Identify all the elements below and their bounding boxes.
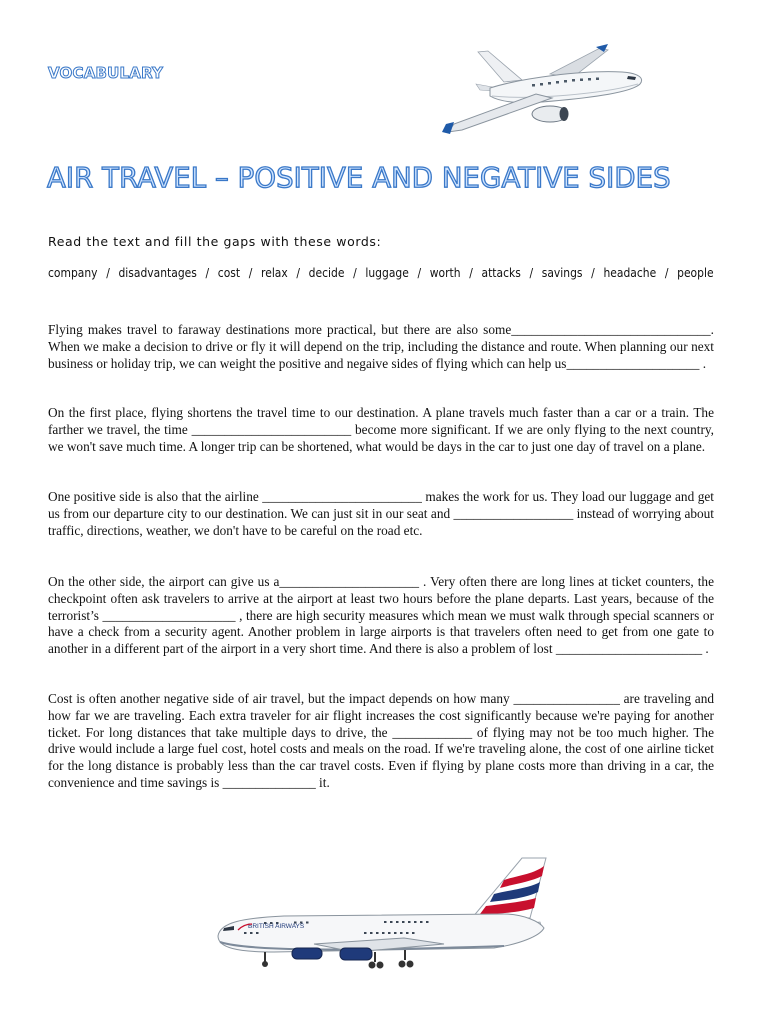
vocabulary-label: VOCABULARY (48, 64, 164, 82)
paragraph-5: Cost is often another negative side of air travel, but the impact depends on how many ________________ are traveling and how far we are traveling. Each extra traveler for air flight increases the cost significantly because we're paying for another ticket. For long distances that take multiple days to drive, the ____________ of flying may not be too much higher. The drive would include a large fuel cost, hotel costs and meals on the road. If we're traveling alone, the cost of one airline ticket for the long distance is probably less than the car travel costs. Even if flying by plane costs more than driving in a car, the convenience and time savings is ______________ it. (48, 691, 714, 790)
livery-text: BRITISH AIRWAYS (248, 923, 305, 930)
word-bank-item: relax (261, 265, 288, 280)
paragraph-2: On the first place, flying shortens the travel time to our destination. A plane travels much faster than a car or a train. The farther we travel, the time ________________________ become more significant. If we are only flying to the next country, we won't save much time. A longer trip can be shortened, what would be days in the car to just one day of travel on a plane. (48, 405, 714, 454)
british-airways-plane-image (204, 852, 554, 976)
paragraph-1: Flying makes travel to faraway destinations more practical, but there are also some______________________________. When we make a decision to drive or fly it will depend on the trip, including the distance and route. When planning our next business or holiday trip, we can weight the positive and negaive sides of flying which can help us____________________ . (48, 322, 714, 371)
word-bank-item: luggage (365, 265, 409, 280)
word-bank-item: company (48, 265, 98, 280)
word-bank: company / disadvantages / cost / relax / decide / luggage / worth / attacks / savings / headache / people (48, 265, 714, 280)
instruction-text: Read the text and fill the gaps with these words: (48, 234, 382, 249)
worksheet-title: AIR TRAVEL – POSITIVE AND NEGATIVE SIDES (47, 162, 671, 194)
word-bank-item: attacks (481, 265, 521, 280)
word-bank-item: people (677, 265, 714, 280)
word-bank-item: decide (308, 265, 345, 280)
word-bank-item: worth (429, 265, 461, 280)
paragraph-4: On the other side, the airport can give us a_____________________ . Very often there are long lines at ticket counters, the checkpoint often ask travelers to arrive at the airport at least two hours before the plane departs. Last years, because of the terrorist’s ____________________ , there are high security measures which mean we must walk through special scanners or have a check from a security agent. Another problem in large airports is that travelers often need to get from one gate to another in a different part of the airport in a very short time. And there is also a problem of lost ______________________ . (48, 574, 714, 657)
airplane-image (432, 44, 650, 136)
word-bank-item: headache (603, 265, 657, 280)
word-bank-item: disadvantages (118, 265, 197, 280)
paragraph-3: One positive side is also that the airline ________________________ makes the work for us. They load our luggage and get us from our departure city to our destination. We can just sit in our seat and __________________ instead of worrying about traffic, directions, weather, we don't have to be careful on the road etc. (48, 489, 714, 538)
word-bank-item: cost (217, 265, 241, 280)
word-bank-item: savings (541, 265, 583, 280)
